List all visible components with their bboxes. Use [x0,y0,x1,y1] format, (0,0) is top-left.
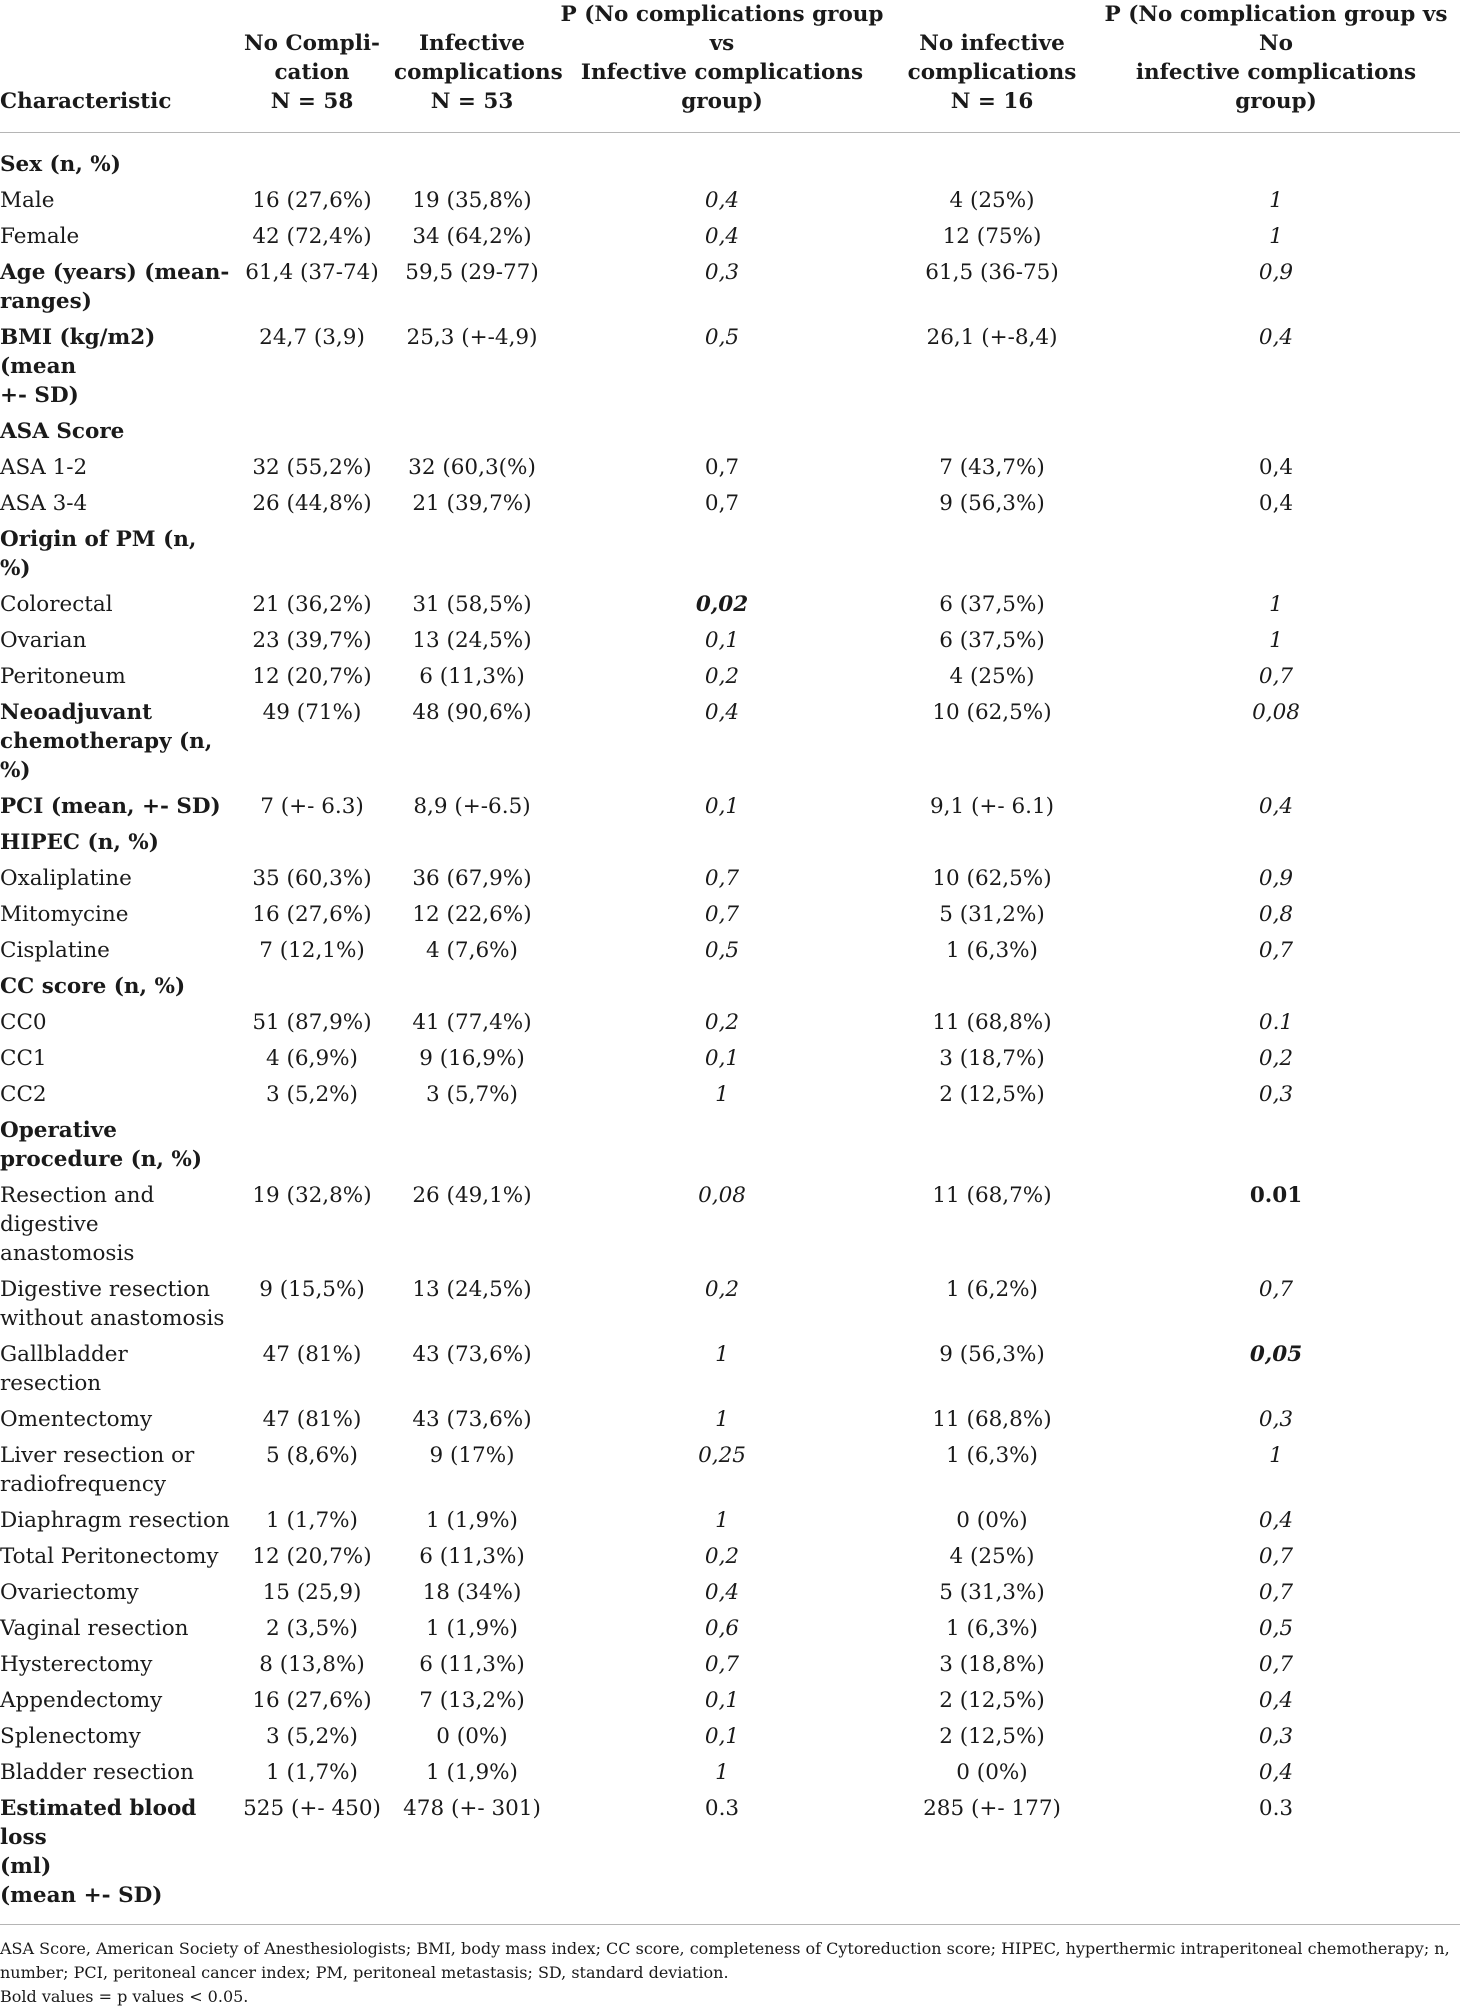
p-value-infective: 0,1 [704,1046,740,1071]
no-infective-complications-value: 10 (62,5%) [932,866,1052,891]
no-infective-complications-value: 0 (0%) [956,1760,1028,1785]
p-value-infective: 0,08 [698,1183,746,1208]
no-infective-complications-value: 1 (6,3%) [946,938,1038,963]
no-complication-value: 7 (12,1%) [259,938,365,963]
p-value-infective: 1 [715,1760,729,1785]
p-value-infective: 0,1 [704,794,740,819]
bold-values-footnote: Bold values = p values < 0.05. [0,1987,249,2006]
no-complication-value: 15 (25,9) [262,1580,362,1605]
table-row [0,932,1460,968]
header-p-no-vs-infective [552,0,892,133]
p-value-no-infective: 0,7 [1258,1277,1294,1302]
header-line: P (No complication group vs No [1104,2,1448,56]
table-row [0,218,1460,254]
no-infective-complications-value: 11 (68,7%) [932,1183,1052,1208]
table-row [0,586,1460,622]
infective-complications-value: 43 (73,6%) [412,1342,532,1367]
header-line: Infective [419,31,525,56]
table-row [0,860,1460,896]
p-value-infective: 1 [715,1342,729,1367]
p-value-no-infective: 0,4 [1258,491,1294,516]
table-row [0,319,1460,413]
no-complication-value: 21 (36,2%) [252,592,372,617]
p-value-no-infective: 0,08 [1252,700,1300,725]
p-value-no-infective: 0,05 [1249,1342,1303,1367]
infective-complications-value: 48 (90,6%) [412,700,532,725]
p-value-infective: 0,7 [704,491,740,516]
header-line: Infective complications group) [580,60,864,114]
table-footnotes [0,1925,1460,2009]
no-infective-complications-value: 61,5 (36-75) [925,260,1059,285]
row-label: ASA 1-2 [0,455,88,480]
table-row [0,896,1460,932]
no-complication-value: 35 (60,3%) [252,866,372,891]
p-value-no-infective: 1 [1269,628,1283,653]
p-value-no-infective: 0,3 [1258,1082,1294,1107]
p-value-infective: 0,7 [704,455,740,480]
row-label: Total Peritonectomy [0,1544,219,1569]
infective-complications-value: 41 (77,4%) [412,1010,532,1035]
no-infective-complications-value: 9 (56,3%) [939,1342,1045,1367]
p-value-infective: 0,25 [698,1443,746,1468]
table-row [0,254,1460,319]
header-line: N = 53 [430,89,514,114]
no-complication-value: 51 (87,9%) [252,1010,372,1035]
infective-complications-value: 478 (+- 301) [403,1796,541,1821]
no-complication-value: 49 (71%) [262,700,362,725]
p-value-no-infective [1092,413,1460,449]
p-value-no-infective: 0,5 [1258,1616,1294,1641]
no-complication-value: 12 (20,7%) [252,1544,372,1569]
p-value-infective: 0,5 [704,938,740,963]
infective-complications-value: 13 (24,5%) [412,1277,532,1302]
no-complication-value: 2 (3,5%) [266,1616,358,1641]
p-value-no-infective: 0,4 [1258,325,1294,350]
table-row [0,1754,1460,1790]
row-label: Resection and digestive anastomosis [0,1183,155,1266]
header-line: infective complications group) [1135,60,1417,114]
p-value-no-infective: 0,7 [1258,664,1294,689]
p-value-infective: 0,7 [704,866,740,891]
infective-complications-value [392,968,552,1004]
row-label: Hysterectomy [0,1652,153,1677]
p-value-no-infective: 0,2 [1258,1046,1294,1071]
no-infective-complications-value: 6 (37,5%) [939,628,1045,653]
no-complication-value: 32 (55,2%) [252,455,372,480]
table-section-row [0,1112,1460,1177]
table-header [0,0,1460,133]
infective-complications-value: 1 (1,9%) [426,1508,518,1533]
row-label: BMI (kg/m2) (mean +- SD) [0,325,156,408]
table-row [0,658,1460,694]
row-label: PCI (mean, +- SD) [0,794,221,819]
p-value-no-infective [1092,521,1460,586]
row-label: Liver resection or radiofrequency [0,1443,195,1497]
infective-complications-value [392,521,552,586]
no-infective-complications-value: 2 (12,5%) [939,1082,1045,1107]
p-value-infective [552,824,892,860]
no-infective-complications-value: 5 (31,2%) [939,902,1045,927]
no-complication-value: 26 (44,8%) [252,491,372,516]
table-section-row [0,824,1460,860]
no-complication-value: 1 (1,7%) [266,1508,358,1533]
p-value-infective [552,413,892,449]
header-line: complications [907,60,1077,85]
no-infective-complications-value: 4 (25%) [949,188,1035,213]
no-complication-value: 3 (5,2%) [266,1724,358,1749]
table-row [0,1336,1460,1401]
table-row [0,1004,1460,1040]
p-value-no-infective: 0,7 [1258,1580,1294,1605]
no-infective-complications-value [892,133,1092,183]
header-infective-complications [392,0,563,133]
infective-complications-value: 4 (7,6%) [426,938,518,963]
p-value-infective: 0,2 [704,664,740,689]
p-value-infective [552,133,892,183]
no-infective-complications-value: 6 (37,5%) [939,592,1045,617]
p-value-infective: 1 [715,1508,729,1533]
no-complication-value [232,1112,392,1177]
p-value-no-infective: 0.01 [1249,1183,1303,1208]
row-label: Ovarian [0,628,87,653]
p-value-infective: 0,1 [704,1688,740,1713]
no-complication-value: 8 (13,8%) [259,1652,365,1677]
header-line: No infective [919,31,1065,56]
infective-complications-value: 26 (49,1%) [412,1183,532,1208]
p-value-no-infective [1092,968,1460,1004]
no-infective-complications-value: 5 (31,3%) [939,1580,1045,1605]
p-value-infective: 0,1 [704,1724,740,1749]
table-row [0,788,1460,824]
no-complication-value: 24,7 (3,9) [259,325,365,350]
row-label: Colorectal [0,592,113,617]
row-label: CC2 [0,1082,47,1107]
infective-complications-value: 43 (73,6%) [412,1407,532,1432]
header-line: No Compli- [244,31,380,56]
p-value-no-infective: 1 [1269,1443,1283,1468]
infective-complications-value: 36 (67,9%) [412,866,532,891]
row-label: ASA 3-4 [0,491,88,516]
p-value-no-infective: 0,9 [1258,260,1294,285]
table-row [0,1790,1460,1925]
row-label: Digestive resection without anastomosis [0,1277,225,1331]
no-infective-complications-value [892,413,1092,449]
p-value-infective: 0,4 [704,700,740,725]
row-label: CC1 [0,1046,47,1071]
table-row [0,1401,1460,1437]
p-value-infective: 0.3 [704,1796,740,1821]
table-row [0,694,1460,788]
row-label: Male [0,188,55,213]
row-label: Neoadjuvant chemotherapy (n, %) [0,700,213,783]
p-value-no-infective: 0,7 [1258,1544,1294,1569]
p-value-infective: 0,1 [704,628,740,653]
p-value-infective: 0,2 [704,1277,740,1302]
table-row [0,1271,1460,1336]
row-label: Gallbladder resection [0,1342,128,1396]
p-value-infective: 0,02 [695,592,749,617]
p-value-no-infective: 1 [1269,224,1283,249]
table-row [0,182,1460,218]
header-line: complications [394,60,563,85]
p-value-no-infective: 0,4 [1258,1508,1294,1533]
no-complication-value [232,968,392,1004]
infective-complications-value: 13 (24,5%) [412,628,532,653]
infective-complications-value: 59,5 (29-77) [405,260,539,285]
no-infective-complications-value: 3 (18,8%) [939,1652,1045,1677]
p-value-infective: 0,7 [704,902,740,927]
p-value-no-infective: 0,4 [1258,794,1294,819]
infective-complications-value: 1 (1,9%) [426,1616,518,1641]
table-row [0,1718,1460,1754]
p-value-no-infective: 0,3 [1258,1724,1294,1749]
infective-complications-value: 1 (1,9%) [426,1760,518,1785]
p-value-no-infective: 0,4 [1258,455,1294,480]
no-infective-complications-value: 0 (0%) [956,1508,1028,1533]
no-infective-complications-value [892,1112,1092,1177]
table-row [0,1502,1460,1538]
p-value-infective: 1 [715,1407,729,1432]
table-row [0,622,1460,658]
p-value-no-infective: 1 [1269,592,1283,617]
infective-complications-value: 18 (34%) [422,1580,522,1605]
p-value-no-infective: 0,4 [1258,1688,1294,1713]
p-value-no-infective [1092,824,1460,860]
row-label: ASA Score [0,419,125,444]
table-row [0,485,1460,521]
abbreviations-footnote: ASA Score, American Society of Anesthesiologists; BMI, body mass index; CC score, completeness of Cytoreduction score; HIPEC, hyperthermic intraperitoneal chemotherapy; n, number; PCI, peritoneal cancer index; PM, peritoneal metastasis; SD, standard deviation. [0,1939,1450,1982]
no-infective-complications-value: 10 (62,5%) [932,700,1052,725]
header-line: P (No complications group vs [560,2,884,56]
p-value-no-infective: 0,7 [1258,1652,1294,1677]
infective-complications-value [392,1112,552,1177]
infective-complications-value: 21 (39,7%) [412,491,532,516]
table-section-row [0,521,1460,586]
infective-complications-value: 6 (11,3%) [419,1652,525,1677]
row-label: Sex (n, %) [0,152,121,177]
no-complication-value: 12 (20,7%) [252,664,372,689]
p-value-infective: 0,2 [704,1010,740,1035]
table-body [0,133,1460,1925]
infective-complications-value: 8,9 (+-6.5) [413,794,531,819]
p-value-infective [552,968,892,1004]
infective-complications-value: 7 (13,2%) [419,1688,525,1713]
row-label: Female [0,224,80,249]
header-line: N = 58 [270,89,354,114]
p-value-no-infective: 0,7 [1258,938,1294,963]
header-line: Characteristic [0,89,172,114]
no-infective-complications-value: 11 (68,8%) [932,1010,1052,1035]
no-complication-value: 16 (27,6%) [252,1688,372,1713]
p-value-infective: 0,5 [704,325,740,350]
no-infective-complications-value: 285 (+- 177) [923,1796,1061,1821]
p-value-no-infective [1092,1112,1460,1177]
row-label: Operative procedure (n, %) [0,1118,203,1172]
table-row [0,1040,1460,1076]
infective-complications-value: 12 (22,6%) [412,902,532,927]
row-label: Peritoneum [0,664,126,689]
no-complication-value: 16 (27,6%) [252,188,372,213]
infective-complications-value: 31 (58,5%) [412,592,532,617]
table-row [0,1610,1460,1646]
p-value-no-infective [1092,133,1460,183]
no-complication-value: 16 (27,6%) [252,902,372,927]
infective-complications-value [392,824,552,860]
header-line: N = 16 [950,89,1034,114]
no-complication-value: 42 (72,4%) [252,224,372,249]
no-complication-value: 7 (+- 6.3) [260,794,364,819]
no-complication-value [232,413,392,449]
table-row [0,1177,1460,1271]
no-complication-value: 9 (15,5%) [259,1277,365,1302]
infective-complications-value: 6 (11,3%) [419,664,525,689]
no-complication-value [232,521,392,586]
no-infective-complications-value: 2 (12,5%) [939,1688,1045,1713]
table-section-row [0,968,1460,1004]
p-value-infective: 1 [715,1082,729,1107]
no-infective-complications-value: 4 (25%) [949,664,1035,689]
no-complication-value [232,133,392,183]
table-row [0,1682,1460,1718]
infective-complications-value: 0 (0%) [436,1724,508,1749]
infective-complications-value: 34 (64,2%) [412,224,532,249]
infective-complications-value: 3 (5,7%) [426,1082,518,1107]
no-complication-value: 47 (81%) [262,1407,362,1432]
row-label: Ovariectomy [0,1580,139,1605]
row-label: Oxaliplatine [0,866,132,891]
no-complication-value: 4 (6,9%) [266,1046,358,1071]
no-infective-complications-value: 9,1 (+- 6.1) [929,794,1055,819]
row-label: Vaginal resection [0,1616,189,1641]
p-value-infective: 0,7 [704,1652,740,1677]
row-label: Cisplatine [0,938,110,963]
p-value-no-infective: 0.3 [1258,1796,1294,1821]
table-row [0,1646,1460,1682]
no-infective-complications-value: 7 (43,7%) [939,455,1045,480]
no-infective-complications-value: 1 (6,3%) [946,1616,1038,1641]
no-complication-value: 19 (32,8%) [252,1183,372,1208]
table-row [0,1076,1460,1112]
table-section-row [0,413,1460,449]
p-value-infective: 0,4 [704,1580,740,1605]
no-infective-complications-value: 1 (6,2%) [946,1277,1038,1302]
infective-complications-value: 25,3 (+-4,9) [406,325,538,350]
header-no-complication [232,0,392,133]
no-infective-complications-value: 9 (56,3%) [939,491,1045,516]
no-infective-complications-value [892,968,1092,1004]
no-complication-value [232,824,392,860]
infective-complications-value [392,413,552,449]
infective-complications-value: 32 (60,3(%) [408,455,536,480]
no-complication-value: 23 (39,7%) [252,628,372,653]
p-value-infective [552,521,892,586]
infective-complications-value: 9 (17%) [429,1443,515,1468]
table-row [0,449,1460,485]
row-label: HIPEC (n, %) [0,830,159,855]
p-value-infective: 0,2 [704,1544,740,1569]
row-label: Diaphragm resection [0,1508,230,1533]
row-label: Estimated blood loss (ml) (mean +- SD) [0,1796,197,1908]
header-no-infective-complications [892,0,1092,133]
p-value-infective: 0,3 [704,260,740,285]
table-row [0,1437,1460,1502]
header-p-no-vs-no-infective [1092,0,1460,133]
p-value-no-infective: 1 [1269,188,1283,213]
p-value-infective [552,1112,892,1177]
row-label: Omentectomy [0,1407,153,1432]
row-label: Origin of PM (n, %) [0,527,197,581]
row-label: Age (years) (mean- ranges) [0,260,230,314]
no-infective-complications-value: 4 (25%) [949,1544,1035,1569]
row-label: Appendectomy [0,1688,163,1713]
no-infective-complications-value: 12 (75%) [942,224,1042,249]
no-infective-complications-value: 26,1 (+-8,4) [926,325,1058,350]
no-complication-value: 1 (1,7%) [266,1760,358,1785]
no-complication-value: 47 (81%) [262,1342,362,1367]
no-infective-complications-value: 2 (12,5%) [939,1724,1045,1749]
table-row [0,1574,1460,1610]
no-infective-complications-value [892,521,1092,586]
no-complication-value: 61,4 (37-74) [245,260,379,285]
infective-complications-value: 19 (35,8%) [412,188,532,213]
header-row [0,0,1460,133]
no-complication-value: 5 (8,6%) [266,1443,358,1468]
row-label: CC score (n, %) [0,974,186,999]
infective-complications-value: 9 (16,9%) [419,1046,525,1071]
no-infective-complications-value [892,824,1092,860]
p-value-no-infective: 0.1 [1258,1010,1294,1035]
no-complication-value: 3 (5,2%) [266,1082,358,1107]
row-label: Mitomycine [0,902,129,927]
p-value-infective: 0,4 [704,224,740,249]
p-value-no-infective: 0,4 [1258,1760,1294,1785]
infective-complications-value [392,133,552,183]
no-complication-value: 525 (+- 450) [243,1796,381,1821]
row-label: Splenectomy [0,1724,141,1749]
p-value-infective: 0,4 [704,188,740,213]
header-characteristic [0,0,232,133]
no-infective-complications-value: 11 (68,8%) [932,1407,1052,1432]
infective-complications-value: 6 (11,3%) [419,1544,525,1569]
table-section-row [0,133,1460,183]
row-label: Bladder resection [0,1760,194,1785]
p-value-no-infective: 0,9 [1258,866,1294,891]
header-line: cation [274,60,350,85]
no-infective-complications-value: 1 (6,3%) [946,1443,1038,1468]
p-value-infective: 0,6 [704,1616,740,1641]
no-infective-complications-value: 3 (18,7%) [939,1046,1045,1071]
row-label: CC0 [0,1010,47,1035]
p-value-no-infective: 0,3 [1258,1407,1294,1432]
table-row [0,1538,1460,1574]
p-value-no-infective: 0,8 [1258,902,1294,927]
